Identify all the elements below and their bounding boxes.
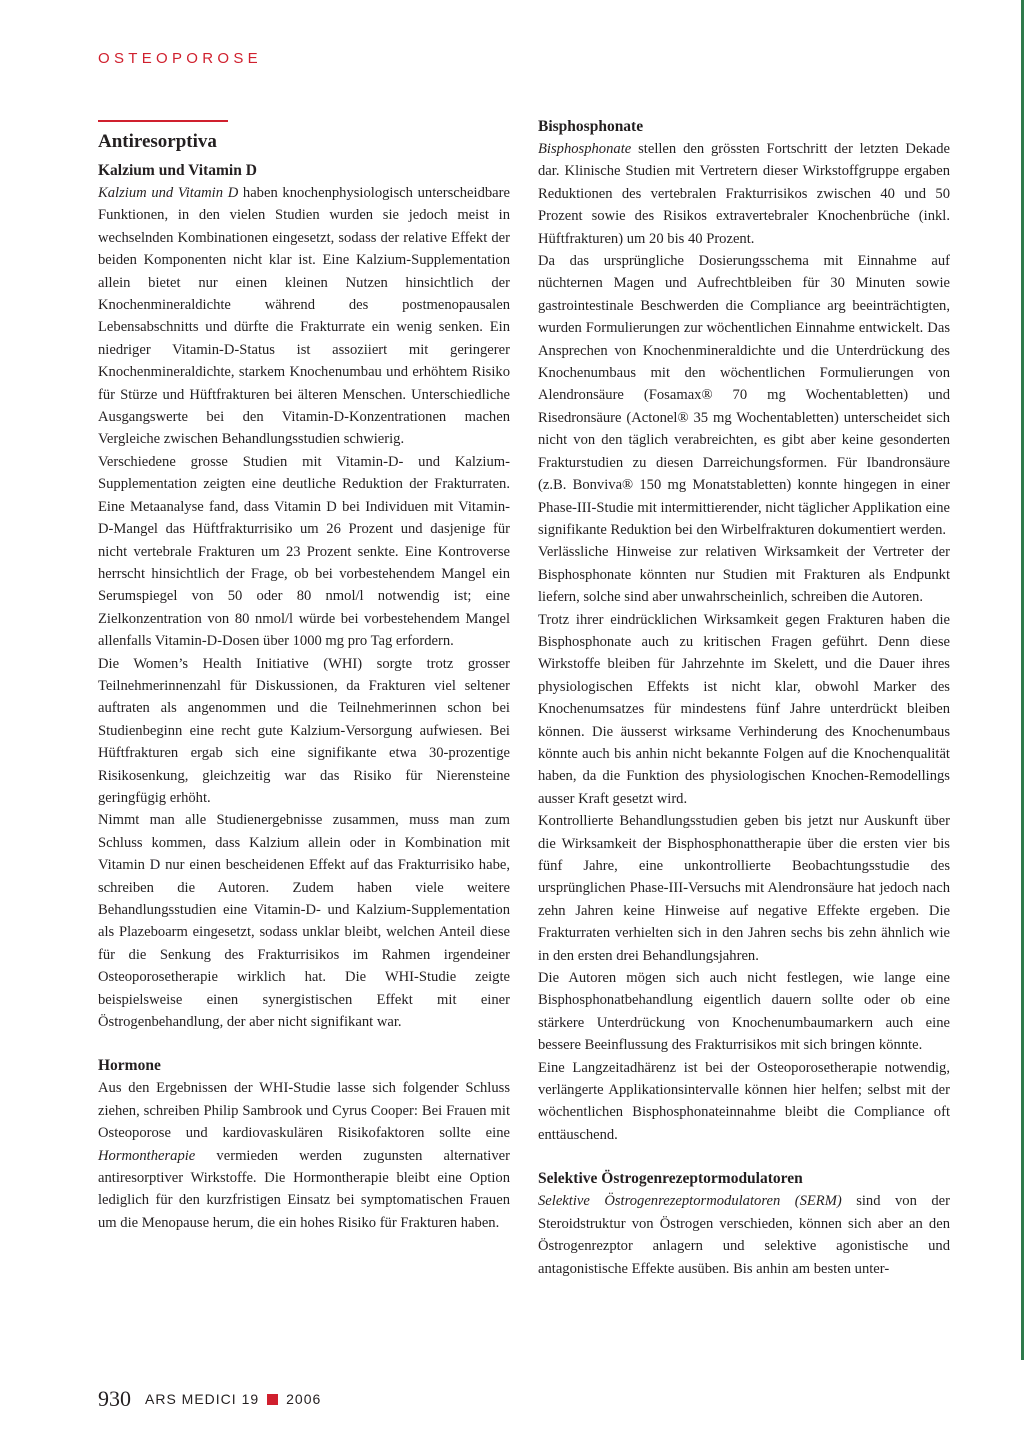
lead-term: Kalzium und Vitamin D: [98, 185, 239, 201]
paragraph-text: vermieden werden zugunsten alternativer antiresorptiver Wirkstoffe. Die Hormontherapie bleibt eine Option lediglich für den kurzfristigen Einsatz bei symptomatischen Frauen um die Menopause herum, die ein hohes Risiko für Frakturen haben.: [98, 1147, 510, 1231]
paragraph: [98, 182, 510, 451]
paragraph: [538, 1190, 950, 1280]
paragraph: [538, 138, 950, 250]
page-footer: [98, 1386, 321, 1412]
emphasis-term: Hormontherapie: [98, 1147, 196, 1164]
paragraph: Kontrollierte Behandlungsstudien geben bis jetzt nur Auskunft über die Wirksamkeit der Bisphosphonattherapie über die ersten vier bis fünf Jahre, eine unkontrollierte Beobachtungsstudie des ursprünglichen Phase-III-Versuchs mit Alendronsäure hat jedoch nach zehn Jahren keine Hinweise auf negative Effekte ergeben. Die Frakturraten verhielten sich in den Jahren sechs bis zehn ähnlich wie in den ersten drei Behandlungsjahren.: [538, 813, 950, 964]
paragraph: Die Autoren mögen sich auch nicht festlegen, wie lange eine Bisphosphonatbehandlung eigentlich dauern sollte oder ob eine stärkere Unterdrückung von Knochenumbaumarkern auch eine bessere Beeinflussung des Frakturrisikos mit sich bringen könnte.: [538, 970, 950, 1054]
section-heading: Antiresorptiva: [98, 131, 217, 152]
separator-square-icon: [267, 1394, 278, 1405]
paragraph-text: sind von der Steroidstruktur von Östrogen verschieden, können sich aber an den Östrogenrezptor anlagern und selektive agonistische und antagonistische Effekte ausüben. Bis anhin am besten unter-: [538, 1193, 950, 1277]
right-column: [538, 116, 950, 1280]
paragraph: Verschiedene grosse Studien mit Vitamin-D- und Kalzium-Supplementation zeigten eine deutliche Reduktion der Frakturraten. Eine Metaanalyse fand, dass Vitamin D bei Individuen mit Vitamin-D-Mangel das Hüftfrakturrisiko um 26 Prozent und dasjenige für nicht vertebrale Frakturen um 23 Prozent senkte. Eine Kontroverse herrscht hinsichtlich der Frage, ob bei vorbestehendem Mangel ein Serumspiegel von 50 oder 80 nmol/l notwendig ist; eine Zielkonzentration von 80 nmol/l würde bei vorbestehendem Mangel allenfalls Vitamin-D-Dosen über 1000 mg pro Tag erfordern.: [98, 453, 510, 650]
page-number: 930: [98, 1386, 131, 1411]
paragraph: Verlässliche Hinweise zur relativen Wirksamkeit der Vertreter der Bisphosphonate könnten nur Studien mit Frakturen als Endpunkt liefern, solche sind aber unwahrscheinlich, schreiben die Autoren.: [538, 544, 950, 606]
journal-name: ARS MEDICI 19: [145, 1391, 260, 1407]
paragraph-text: Aus den Ergebnissen der WHI-Studie lasse sich folgender Schluss ziehen, schreiben Philip Sambrook und Cyrus Cooper: Bei Frauen mit Osteoporose und kardiovaskulären Risikofaktoren sollte eine: [98, 1080, 510, 1142]
paragraph-text: haben knochenphysiologisch unterscheidbare Funktionen, in den vielen Studien wurden sie jedoch meist in wechselnden Kombinationen eingesetzt, sodass der relative Effekt der beiden Komponenten nicht klar ist. Eine Kalzium-Supplementation allein bietet nur einen kleinen Nutzen hinsichtlich der Knochenmineraldichte während des postmenopausalen Lebensabschnitts und dürfte die Frakturrate ein wenig senken. Ein niedriger Vitamin-D-Status ist assoziiert mit geringerer Knochenmineraldichte, starkem Knochenumbau und erhöhtem Risiko für Stürze und Hüftfrakturen bei älteren Menschen. Unterschiedliche Ausgangswerte bei den Vitamin-D-Konzentrationen machen Vergleiche zwischen Behandlungsstudien schwierig.: [98, 185, 510, 448]
subheading-bisphosphonate: Bisphosphonate: [538, 118, 644, 135]
heading-rule: [98, 120, 228, 122]
paragraph: Nimmt man alle Studienergebnisse zusammen, muss man zum Schluss kommen, dass Kalzium allein oder in Kombination mit Vitamin D nur einen bescheidenen Effekt auf das Frakturrisiko habe, schreiben die Autoren. Zudem haben viele weitere Behandlungsstudien eine Vitamin-D- und Kalzium-Supplementation als Plazeboarm eingesetzt, sodass unklar bleibt, welchen Anteil diese für die Senkung des Frakturrisikos im Rahmen irgendeiner Osteoporosetherapie wirklich hat. Die WHI-Studie zeigte beispielsweise einen synergistischen Effekt mit einer Östrogenbehandlung, der aber nicht signifikant war.: [98, 812, 510, 1031]
paragraph: Trotz ihrer eindrücklichen Wirksamkeit gegen Frakturen haben die Bisphosphonate auch zu kritischen Fragen geführt. Denn diese Wirkstoffe bleiben für Jahrzehnte im Skelett, und die Dauer ihres physiologischen Effekts ist nicht klar, obwohl Marker des Knochenumsatzes für mindestens fünf Jahre unterdrückt bleiben können. Die äusserst wirksame Verhinderung des Knochenumbaus könnte auch bis anhin nicht bekannte Folgen auf die Knochenqualität haben, da die Funktion des physiologischen Knochen-Remodellings ausser Kraft gesetzt wird.: [538, 611, 950, 807]
subheading-hormone: Hormone: [98, 1057, 161, 1075]
subheading-kalzium: Kalzium und Vitamin D: [98, 162, 257, 179]
paragraph: Die Women’s Health Initiative (WHI) sorgte trotz grosser Teilnehmerinnenzahl für Diskussionen, da Frakturen viel seltener auftraten als angenommen und die Teilnehmerinnen schon bei Studienbeginn eine recht gute Kalzium-Versorgung aufwiesen. Bei Hüftfrakturen ergab sich eine signifikante etwa 30-prozentige Risikosenkung, gleichzeitig war das Risiko für Nierensteine geringfügig erhöht.: [98, 655, 510, 806]
lead-term: Selektive Östrogenrezeptormodulatoren (SERM): [538, 1193, 842, 1210]
paragraph: Da das ursprüngliche Dosierungsschema mit Einnahme auf nüchternen Magen und Aufrechtbleiben für 30 Minuten sowie gastrointestinale Beschwerden die Compliance arg beeinträchtigten, wurden Formulierungen zur wöchentlichen Einnahme entwickelt. Das Ansprechen von Knochenmineraldichte und die Unterdrückung des Knochenumbaus mit den wöchentlichen Formulierungen von Alendronsäure (Fosamax® 70 mg Wochentabletten) und Risedronsäure (Actonel® 35 mg Wochentabletten) unterscheidet sich nicht von den täglich verabreichten, es gibt aber keine gesonderten Frakturstudien zu diesen Darreichungsformen. Für Ibandronsäure (z.B. Bonviva® 150 mg Monatstabletten) konnte hingegen in einer Phase-III-Studie mit intermittierender, nicht täglicher Applikation eine signifikante Reduktion bei den Wirbelfrakturen dokumentiert werden.: [538, 253, 950, 538]
paragraph: Eine Langzeitadhärenz ist bei der Osteoporosetherapie notwendig, verlängerte Applikationsintervalle können hier helfen; selbst mit der wöchentlichen Bisphosphonateinnahme bleibt die Compliance oft enttäuschend.: [538, 1059, 950, 1143]
lead-term: Bisphosphonate: [538, 141, 632, 157]
left-column: [98, 128, 510, 1234]
paragraph-text: stellen den grössten Fortschritt der letzten Dekade dar. Klinische Studien mit Vertretern dieser Wirkstoffgruppe ergaben Reduktionen des vertebralen Frakturrisikos zwischen 40 und 50 Prozent sowie des Risikos extravertebraler Knochenbrüche (inkl. Hüftfrakturen) um 20 bis 40 Prozent.: [538, 141, 950, 247]
section-label: OSTEOPOROSE: [98, 50, 262, 67]
paragraph: [98, 1077, 510, 1234]
subheading-serm: Selektive Östrogenrezeptormodulatoren: [538, 1170, 803, 1188]
journal-year: 2006: [286, 1391, 322, 1407]
